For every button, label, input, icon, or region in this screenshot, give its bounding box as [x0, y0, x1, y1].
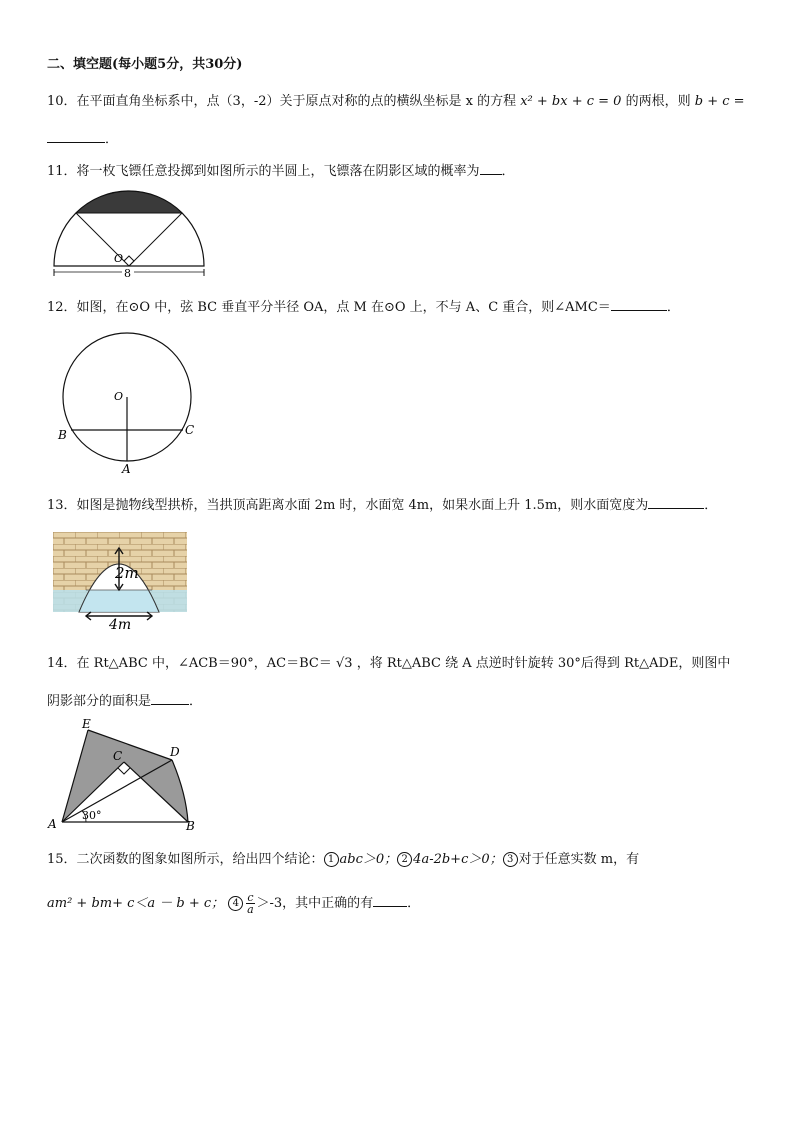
- label-b: B: [58, 428, 67, 442]
- q15-c2: 4a-2b+c＞0；: [413, 852, 503, 867]
- radius-right: [129, 213, 182, 266]
- q11-semicircle-figure: [48, 190, 210, 280]
- question-13: [47, 494, 717, 516]
- water: [53, 590, 187, 612]
- q15-c1: abc＞0；: [339, 852, 398, 867]
- q10-text-a: 10．在平面直角坐标系中，点（3，-2）关于原点对称的点的横纵坐标是 x 的方程: [47, 94, 517, 109]
- question-10-line-2: [47, 128, 118, 150]
- q14-end: ．: [189, 694, 203, 709]
- question-14-line-2: [47, 690, 202, 712]
- q14-triangle-figure: [46, 718, 198, 832]
- q11-answer-blank[interactable]: [480, 160, 502, 175]
- q11-end: ．: [501, 164, 515, 179]
- label-a: A: [48, 817, 57, 831]
- label-width-8: 8: [124, 267, 131, 280]
- q13-end: ．: [704, 498, 718, 513]
- question-14-line-1: [47, 654, 730, 674]
- circled-2: 2: [397, 852, 412, 867]
- shaded-segment: [76, 191, 182, 213]
- q14-text-a: 14．在 Rt△ABC 中，∠ACB＝90°，AC＝BC＝: [47, 656, 332, 671]
- circled-1: 1: [324, 852, 339, 867]
- question-11: [47, 160, 515, 182]
- q10-end: ．: [105, 132, 119, 147]
- question-15-line-1: [47, 850, 639, 870]
- q15-end: ．: [407, 896, 421, 911]
- q15-c3: 对于任意实数 m，有: [518, 852, 640, 867]
- q12-end: ．: [666, 300, 680, 315]
- q10-equation: x² + bx + c = 0: [520, 94, 622, 109]
- question-10-line-1: [47, 92, 745, 112]
- label-o: O: [114, 390, 124, 403]
- label-c: C: [185, 423, 195, 437]
- label-a: A: [122, 462, 131, 476]
- q13-arch-bridge-figure: [53, 532, 187, 632]
- circled-4: 4: [228, 896, 243, 911]
- label-30-degrees: 30°: [82, 809, 102, 822]
- q15-c4-rest: ＞-3，其中正确的有: [256, 896, 374, 911]
- q10-text-b: 的两根，则: [625, 94, 691, 109]
- question-12: [47, 296, 680, 318]
- label-e: E: [82, 718, 91, 731]
- q14-answer-blank[interactable]: [151, 690, 189, 705]
- q12-circle-figure: [52, 320, 202, 478]
- q15-c3-expr: am² + bm+ c＜a － b + c；: [47, 896, 225, 911]
- label-o: O: [114, 252, 124, 265]
- q10-ask: b + c =: [694, 94, 745, 109]
- label-c: C: [113, 749, 123, 763]
- right-angle-mark: [124, 256, 134, 266]
- section-title: 二、填空题(每小题5分，共30分): [47, 57, 243, 72]
- q15-answer-blank[interactable]: [373, 892, 407, 907]
- fraction-c-over-a: [246, 892, 254, 915]
- question-15-line-2: [47, 892, 420, 915]
- q13-answer-blank[interactable]: [648, 494, 704, 509]
- q14-text-c: 阴影部分的面积是: [47, 694, 152, 709]
- label-2m: 2m: [115, 564, 139, 582]
- q15-text-a: 15．二次函数的图象如图所示，给出四个结论：: [47, 852, 324, 867]
- circled-3: 3: [503, 852, 518, 867]
- label-b: B: [186, 819, 195, 832]
- fraction-numerator: c: [247, 891, 254, 904]
- q12-text: 12．如图，在⊙O 中，弦 BC 垂直平分半径 OA，点 M 在⊙O 上，不与 A、C 重合，则∠AMC＝: [47, 300, 611, 315]
- q11-text: 11．将一枚飞镖任意投掷到如图所示的半圆上，飞镖落在阴影区域的概率为: [47, 164, 480, 179]
- q13-text: 13．如图是抛物线型拱桥，当拱顶高距离水面 2m 时，水面宽 4m，如果水面上升 1.5m，则水面宽度为: [47, 498, 649, 513]
- q14-sqrt: √3: [336, 656, 353, 671]
- q10-answer-blank[interactable]: [47, 128, 105, 143]
- q12-answer-blank[interactable]: [611, 296, 667, 311]
- q14-text-b: ，将 Rt△ABC 绕 A 点逆时针旋转 30°后得到 Rt△ADE，则图中: [356, 656, 731, 671]
- label-4m: 4m: [109, 617, 132, 632]
- label-d: D: [170, 745, 180, 759]
- fraction-denominator: a: [247, 903, 254, 916]
